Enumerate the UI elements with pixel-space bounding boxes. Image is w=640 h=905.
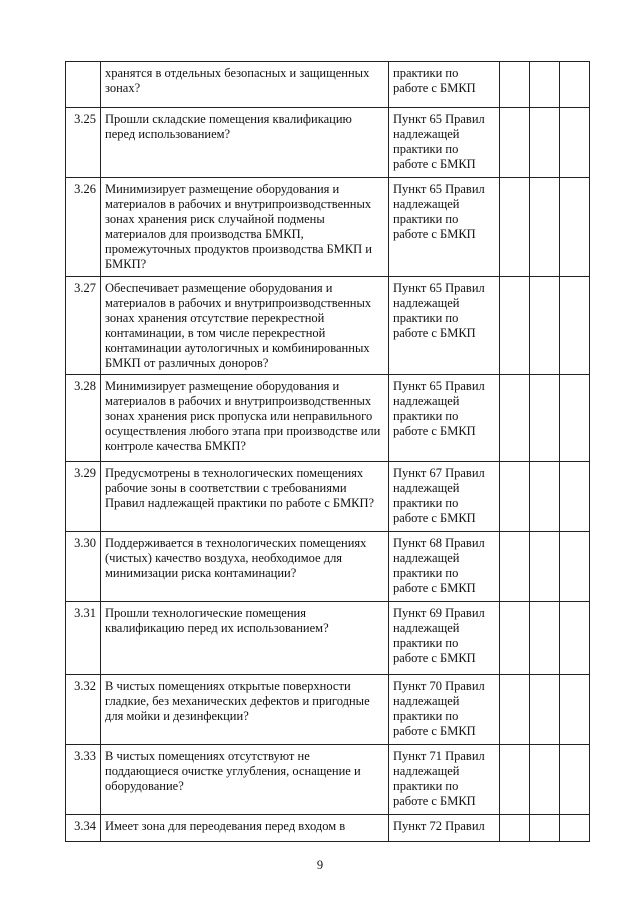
reference-text: Пункт 67 Правил надлежащей практики по работе с БМКП <box>389 462 500 532</box>
answer-cell-yes <box>500 675 530 745</box>
table-row <box>66 108 590 178</box>
answer-cell-no <box>530 675 560 745</box>
reference-text: Пункт 65 Правил надлежащей практики по работе с БМКП <box>389 108 500 178</box>
answer-cell-yes <box>500 462 530 532</box>
reference-text: Пункт 72 Правил <box>389 815 500 842</box>
question-text: Поддерживается в технологических помещениях (чистых) качество воздуха, необходимое для минимизации риска контаминации? <box>101 532 389 602</box>
answer-cell-yes <box>500 277 530 375</box>
answer-cell-no <box>530 277 560 375</box>
checklist-table <box>65 61 590 842</box>
reference-text: Пункт 69 Правил надлежащей практики по работе с БМКП <box>389 602 500 675</box>
row-number: 3.29 <box>66 462 101 532</box>
answer-cell-na <box>560 108 590 178</box>
answer-cell-yes <box>500 108 530 178</box>
answer-cell-no <box>530 745 560 815</box>
question-text: В чистых помещениях открытые поверхности гладкие, без механических дефектов и пригодные для мойки и дезинфекции? <box>101 675 389 745</box>
answer-cell-na <box>560 675 590 745</box>
row-number: 3.30 <box>66 532 101 602</box>
row-number: 3.27 <box>66 277 101 375</box>
reference-text: Пункт 65 Правил надлежащей практики по работе с БМКП <box>389 375 500 462</box>
question-text: Прошли складские помещения квалификацию перед использованием? <box>101 108 389 178</box>
reference-text: Пункт 71 Правил надлежащей практики по работе с БМКП <box>389 745 500 815</box>
question-text: В чистых помещениях отсутствуют не поддающиеся очистке углубления, оснащение и оборудование? <box>101 745 389 815</box>
table-row <box>66 178 590 277</box>
question-text: Прошли технологические помещения квалификацию перед их использованием? <box>101 602 389 675</box>
table-row <box>66 675 590 745</box>
answer-cell-na <box>560 62 590 108</box>
row-number: 3.28 <box>66 375 101 462</box>
answer-cell-yes <box>500 532 530 602</box>
answer-cell-yes <box>500 178 530 277</box>
row-number: 3.31 <box>66 602 101 675</box>
question-text: хранятся в отдельных безопасных и защищенных зонах? <box>101 62 389 108</box>
table-row <box>66 375 590 462</box>
answer-cell-yes <box>500 815 530 842</box>
answer-cell-yes <box>500 745 530 815</box>
row-number: 3.25 <box>66 108 101 178</box>
row-number <box>66 62 101 108</box>
answer-cell-no <box>530 108 560 178</box>
answer-cell-na <box>560 277 590 375</box>
answer-cell-na <box>560 462 590 532</box>
answer-cell-na <box>560 602 590 675</box>
answer-cell-no <box>530 375 560 462</box>
answer-cell-na <box>560 532 590 602</box>
row-number: 3.34 <box>66 815 101 842</box>
reference-text: Пункт 65 Правил надлежащей практики по работе с БМКП <box>389 277 500 375</box>
reference-text: Пункт 70 Правил надлежащей практики по работе с БМКП <box>389 675 500 745</box>
answer-cell-no <box>530 462 560 532</box>
table-row <box>66 815 590 842</box>
answer-cell-na <box>560 745 590 815</box>
table-row <box>66 62 590 108</box>
answer-cell-na <box>560 178 590 277</box>
answer-cell-no <box>530 62 560 108</box>
question-text: Минимизирует размещение оборудования и материалов в рабочих и внутрипроизводственных зонах хранения риск пропуска или неправильного осуществления любого этапа при производстве или контроле качества БМКП? <box>101 375 389 462</box>
answer-cell-yes <box>500 602 530 675</box>
table-row <box>66 462 590 532</box>
answer-cell-yes <box>500 62 530 108</box>
answer-cell-no <box>530 532 560 602</box>
answer-cell-no <box>530 178 560 277</box>
question-text: Обеспечивает размещение оборудования и материалов в рабочих и внутрипроизводственных зонах хранения отсутствие перекрестной контаминации, в том числе перекрестной контаминации аутологичных и комбинированных БМКП от различных доноров? <box>101 277 389 375</box>
question-text: Минимизирует размещение оборудования и материалов в рабочих и внутрипроизводственных зонах хранения риск случайной подмены материалов для производства БМКП, промежуточных продуктов производства БМКП и БМКП? <box>101 178 389 277</box>
question-text: Предусмотрены в технологических помещениях рабочие зоны в соответствии с требованиями Правил надлежащей практики по работе с БМКП? <box>101 462 389 532</box>
reference-text: Пункт 65 Правил надлежащей практики по работе с БМКП <box>389 178 500 277</box>
table-row <box>66 745 590 815</box>
answer-cell-no <box>530 602 560 675</box>
question-text: Имеет зона для переодевания перед входом в <box>101 815 389 842</box>
answer-cell-na <box>560 815 590 842</box>
table-row <box>66 532 590 602</box>
reference-text: практики по работе с БМКП <box>389 62 500 108</box>
row-number: 3.32 <box>66 675 101 745</box>
answer-cell-yes <box>500 375 530 462</box>
page-number: 9 <box>316 858 324 872</box>
row-number: 3.26 <box>66 178 101 277</box>
reference-text: Пункт 68 Правил надлежащей практики по работе с БМКП <box>389 532 500 602</box>
answer-cell-no <box>530 815 560 842</box>
table-row <box>66 602 590 675</box>
row-number: 3.33 <box>66 745 101 815</box>
answer-cell-na <box>560 375 590 462</box>
table-row <box>66 277 590 375</box>
